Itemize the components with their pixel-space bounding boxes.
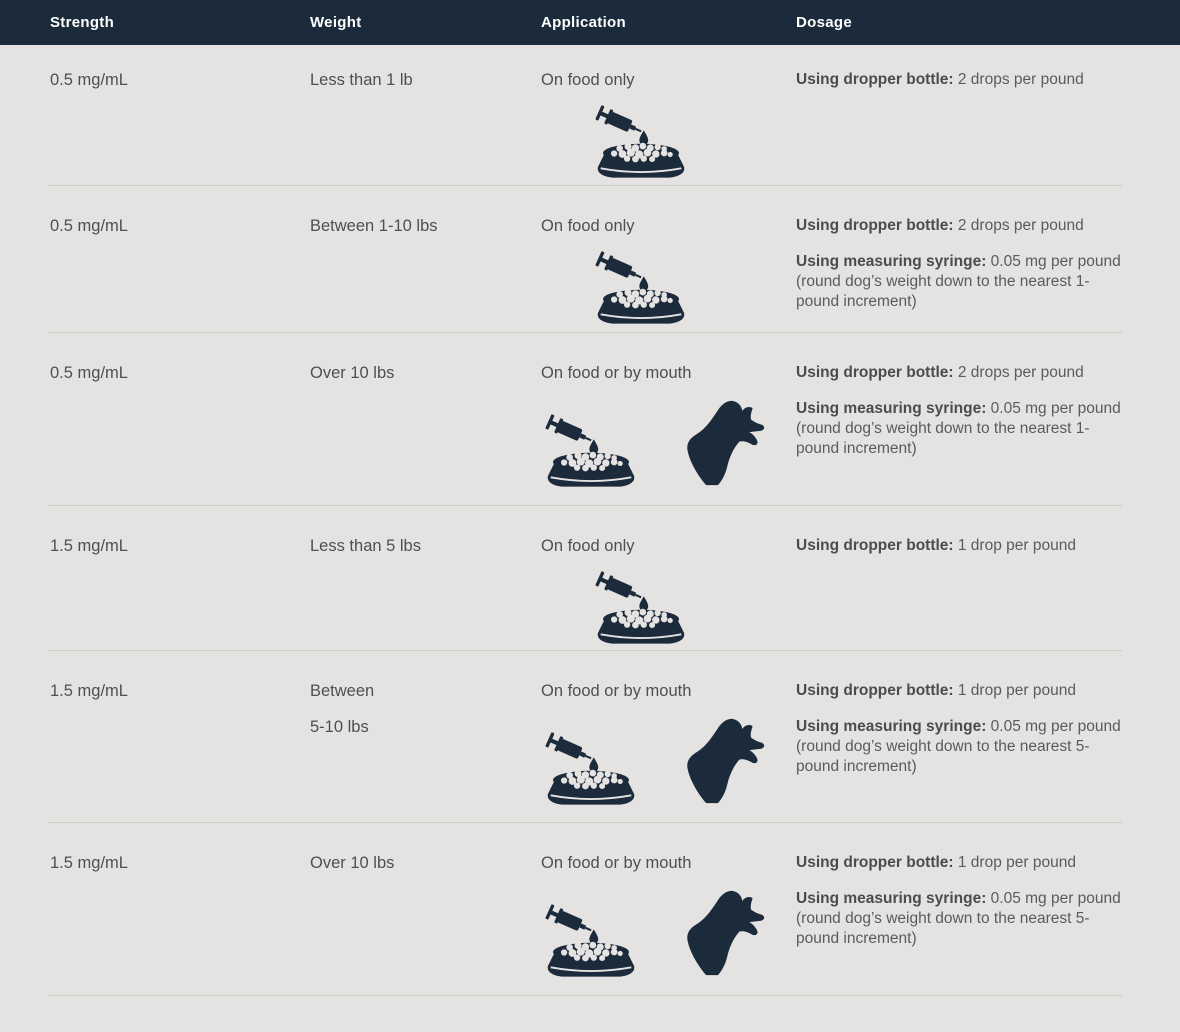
application-cell (541, 45, 796, 186)
food-bowl-syringe-icon (537, 902, 645, 978)
dog-head-icon (677, 396, 771, 488)
dosage-label: Using dropper bottle: (796, 71, 954, 88)
food-bowl-syringe-icon (587, 569, 695, 645)
dosage-label: Using dropper bottle: (796, 854, 954, 871)
column-header-application: Application (541, 14, 626, 31)
food-bowl-syringe-icon (537, 412, 645, 488)
food-bowl-syringe-icon (587, 103, 695, 179)
dog-head-icon (677, 886, 771, 978)
food-bowl-syringe-icon (587, 249, 695, 325)
strength-cell: 1.5 mg/mL (50, 537, 128, 555)
weight-cell (310, 651, 541, 823)
table-row (0, 186, 1180, 333)
table-header (0, 0, 1180, 45)
food-bowl-syringe-icon (537, 730, 645, 806)
weight-cell (310, 45, 541, 186)
weight-text-line2: 5-10 lbs (310, 718, 369, 736)
dosage-label: Using measuring syringe: (796, 718, 987, 735)
dosage-value: 1 drop per pound (953, 854, 1076, 871)
dosage-cell (796, 651, 1122, 823)
table-row (0, 651, 1180, 823)
strength-cell: 0.5 mg/mL (50, 217, 128, 235)
application-icons (587, 249, 796, 325)
application-text: On food or by mouth (541, 364, 692, 382)
dosage-value: 1 drop per pound (953, 537, 1076, 554)
dosage-value: 1 drop per pound (953, 682, 1076, 699)
weight-text: Over 10 lbs (310, 854, 395, 872)
dosage-value: 0.05 mg per pound (round dog’s weight down to the nearest 1-pound increment) (796, 253, 1121, 310)
dosage-label: Using dropper bottle: (796, 537, 954, 554)
dosage-cell (796, 333, 1122, 506)
table-row (0, 506, 1180, 651)
column-header-strength: Strength (50, 14, 115, 31)
dosage-value: 0.05 mg per pound (round dog’s weight down to the nearest 5-pound increment) (796, 890, 1121, 947)
column-header-weight: Weight (310, 14, 362, 31)
application-icons (537, 886, 796, 978)
strength-cell: 1.5 mg/mL (50, 854, 128, 872)
dosage-cell (796, 186, 1122, 333)
strength-cell: 0.5 mg/mL (50, 364, 128, 382)
dog-head-icon (677, 714, 771, 806)
dosage-label: Using dropper bottle: (796, 682, 954, 699)
dosage-line (796, 717, 1122, 777)
weight-text: Between (310, 682, 375, 700)
weight-cell (310, 823, 541, 996)
dosage-value: 2 drops per pound (953, 71, 1084, 88)
dosage-value: 0.05 mg per pound (round dog’s weight down to the nearest 1-pound increment) (796, 400, 1121, 457)
dosage-cell (796, 45, 1122, 186)
application-cell (541, 333, 796, 506)
application-icons (587, 103, 796, 179)
table-row (0, 823, 1180, 996)
weight-text: Less than 5 lbs (310, 537, 421, 555)
application-text: On food or by mouth (541, 682, 692, 700)
dosage-cell (796, 823, 1122, 996)
dosage-line (796, 681, 1122, 701)
application-icons (537, 396, 796, 488)
dosage-value: 2 drops per pound (953, 364, 1084, 381)
weight-text: Less than 1 lb (310, 71, 413, 89)
application-text: On food only (541, 71, 635, 89)
dosage-label: Using measuring syringe: (796, 400, 987, 417)
dosage-label: Using measuring syringe: (796, 890, 987, 907)
dosage-line (796, 536, 1122, 556)
dosage-label: Using dropper bottle: (796, 217, 954, 234)
dosage-value: 2 drops per pound (953, 217, 1084, 234)
application-text: On food only (541, 537, 635, 555)
application-text: On food or by mouth (541, 854, 692, 872)
dosage-label: Using dropper bottle: (796, 364, 954, 381)
application-cell (541, 651, 796, 823)
dosage-line (796, 70, 1122, 90)
dosage-line (796, 889, 1122, 949)
dosage-line (796, 216, 1122, 236)
weight-text: Over 10 lbs (310, 364, 395, 382)
column-header-dosage: Dosage (796, 14, 852, 31)
weight-cell (310, 186, 541, 333)
application-cell (541, 823, 796, 996)
strength-cell: 1.5 mg/mL (50, 682, 128, 700)
table-row (0, 333, 1180, 506)
application-icons (587, 569, 796, 645)
dosage-line (796, 399, 1122, 459)
dosage-line (796, 252, 1122, 312)
application-cell (541, 186, 796, 333)
dosage-value: 0.05 mg per pound (round dog’s weight down to the nearest 5-pound increment) (796, 718, 1121, 775)
weight-cell (310, 506, 541, 651)
weight-cell (310, 333, 541, 506)
strength-cell: 0.5 mg/mL (50, 71, 128, 89)
application-text: On food only (541, 217, 635, 235)
application-icons (537, 714, 796, 806)
dosage-line (796, 853, 1122, 873)
table-row (0, 45, 1180, 186)
dosage-label: Using measuring syringe: (796, 253, 987, 270)
weight-text: Between 1-10 lbs (310, 217, 438, 235)
dosage-line (796, 363, 1122, 383)
application-cell (541, 506, 796, 651)
dosage-cell (796, 506, 1122, 651)
